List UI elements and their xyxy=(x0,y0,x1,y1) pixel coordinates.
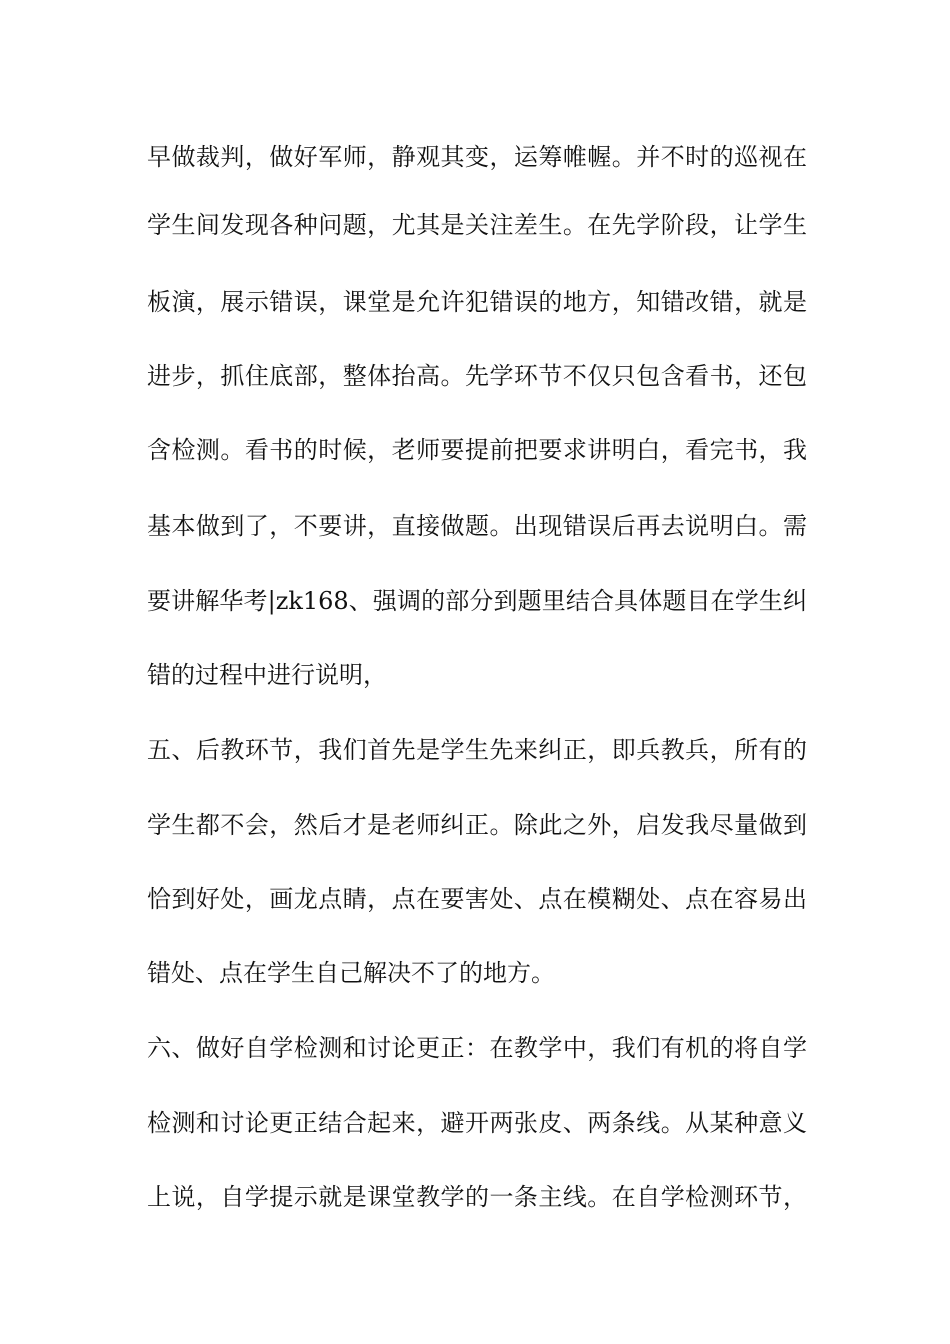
text-line-1: 早做裁判，做好军师，静观其变，运筹帷幄。并不时的巡视在 xyxy=(147,143,807,171)
text-line-10: 学生都不会，然后才是老师纠正。除此之外，启发我尽量做到 xyxy=(147,811,807,839)
text-line-6: 基本做到了，不要讲，直接做题。出现错误后再去说明白。需 xyxy=(147,512,807,540)
text-line-2: 学生间发现各种问题，尤其是关注差生。在先学阶段，让学生 xyxy=(147,211,807,239)
text-line-7: 要讲解华考|zk168、强调的部分到题里结合具体题目在学生纠 xyxy=(147,587,807,615)
text-line-9: 五、后教环节，我们首先是学生先来纠正，即兵教兵，所有的 xyxy=(147,736,807,764)
text-line-5: 含检测。看书的时候，老师要提前把要求讲明白，看完书，我 xyxy=(147,436,807,464)
text-line-11: 恰到好处，画龙点睛，点在要害处、点在模糊处、点在容易出 xyxy=(147,885,807,913)
text-line-13: 六、做好自学检测和讨论更正：在教学中，我们有机的将自学 xyxy=(147,1034,807,1062)
text-line-14: 检测和讨论更正结合起来，避开两张皮、两条线。从某种意义 xyxy=(147,1109,807,1137)
text-line-4: 进步，抓住底部，整体抬高。先学环节不仅只包含看书，还包 xyxy=(147,362,807,390)
text-line-15: 上说，自学提示就是课堂教学的一条主线。在自学检测环节， xyxy=(147,1183,807,1211)
text-line-3: 板演，展示错误，课堂是允许犯错误的地方，知错改错，就是 xyxy=(147,288,807,316)
text-line-8: 错的过程中进行说明， xyxy=(147,661,387,689)
text-line-12: 错处、点在学生自己解决不了的地方。 xyxy=(147,959,555,987)
